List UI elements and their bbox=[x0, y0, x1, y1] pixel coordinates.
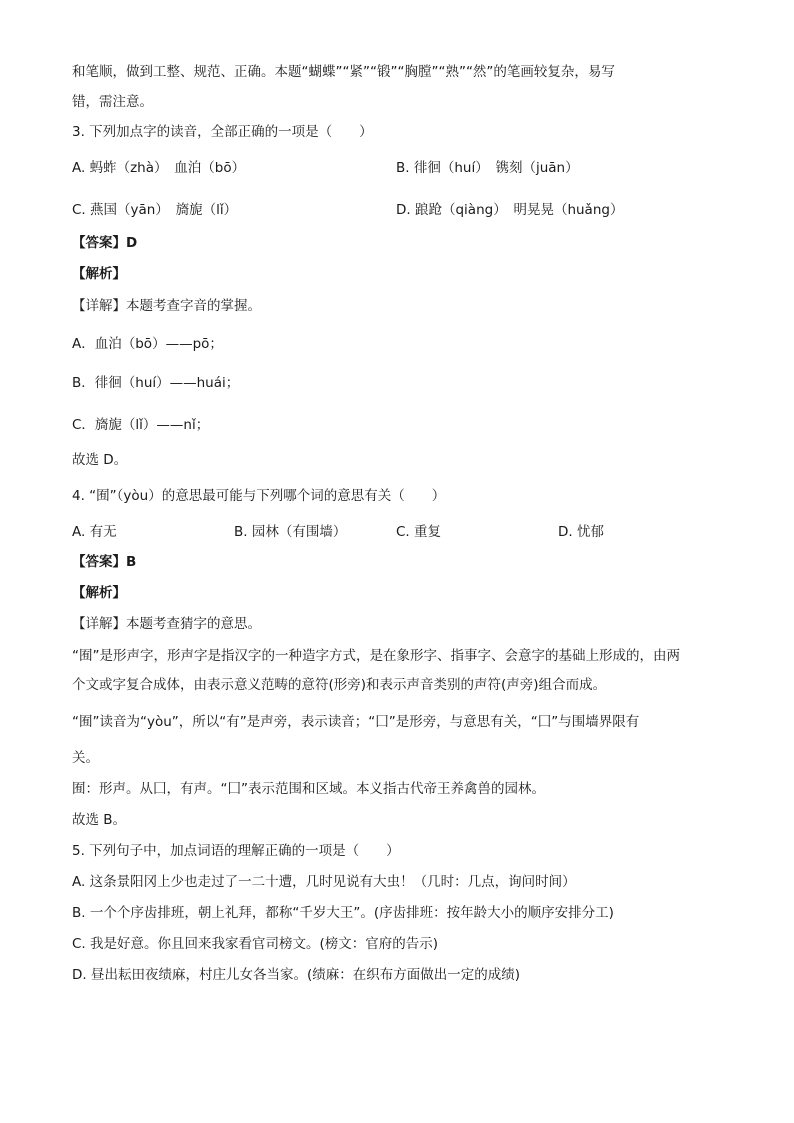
q4-option-b: B. 园林（有围墙） bbox=[234, 524, 347, 540]
q5-option-c: C. 我是好意。你且回来我家看官司榜文。(榜文：官府的告示) bbox=[72, 936, 439, 952]
q3-answer: 【答案】D bbox=[72, 235, 138, 251]
q4-analysis-heading: 【解析】 bbox=[72, 585, 126, 601]
q4-options-row bbox=[72, 520, 732, 552]
q5-option-b: B. 一个个序齿排班，朝上礼拜，都称“千岁大王”。(序齿排班：按年龄大小的顺序安排分工) bbox=[72, 905, 614, 921]
q3-conclusion: 故选 D。 bbox=[72, 452, 128, 468]
q5-option-a: A. 这条景阳冈上少也走过了一二十遭，几时见说有大虫！（几时：几点，询问时间） bbox=[72, 874, 576, 890]
q3-note-c: C．旖旎（lǐ）——nǐ； bbox=[72, 417, 210, 433]
q3-options-row-2 bbox=[72, 198, 732, 233]
q5-option-d: D. 昼出耘田夜绩麻，村庄儿女各当家。(绩麻：在织布方面做出一定的成绩) bbox=[72, 967, 521, 983]
q4-para3: 囿：形声。从囗，有声。“囗”表示范围和区域。本义指古代帝王养禽兽的园林。 bbox=[72, 781, 545, 797]
q4-conclusion: 故选 B。 bbox=[72, 812, 127, 828]
q4-option-a: A. 有无 bbox=[72, 524, 117, 540]
q4-para1-line2: 个文或字复合成体，由表示意义范畴的意符(形旁)和表示声音类别的声符(声旁)组合而成。 bbox=[72, 677, 607, 693]
q3-note-b: B．徘徊（huí）——huái； bbox=[72, 375, 240, 391]
q3-option-a: A. 蚂蚱（zhà） 血泊（bō） bbox=[72, 160, 246, 176]
q4-option-c: C. 重复 bbox=[396, 524, 442, 540]
q4-stem: 4. “囿”（yòu）的意思最可能与下列哪个词的意思有关（ ） bbox=[72, 488, 446, 504]
q4-para2-line1: “囿”读音为“yòu”，所以“有”是声旁，表示读音；“囗”是形旁，与意思有关，“囗”与围墙界限有 bbox=[72, 714, 640, 730]
q3-detail: 【详解】本题考查字音的掌握。 bbox=[72, 298, 261, 314]
q3-option-d: D. 踉跄（qiàng） 明晃晃（huǎng） bbox=[396, 202, 624, 218]
document-page bbox=[72, 62, 732, 996]
q4-para2-line2: 关。 bbox=[72, 750, 99, 766]
intro-line-2: 错，需注意。 bbox=[72, 94, 153, 110]
q3-stem: 3. 下列加点字的读音，全部正确的一项是（ ） bbox=[72, 124, 373, 140]
q3-options-row-1 bbox=[72, 156, 732, 198]
q5-stem: 5. 下列句子中，加点词语的理解正确的一项是（ ） bbox=[72, 843, 400, 859]
q4-para1-line1: “囿”是形声字，形声字是指汉字的一种造字方式，是在象形字、指事字、会意字的基础上形成的，由两 bbox=[72, 648, 680, 664]
q3-option-c: C. 燕国（yān） 旖旎（lǐ） bbox=[72, 202, 238, 218]
q3-option-b: B. 徘徊（huí） 镌刻（juān） bbox=[396, 160, 579, 176]
q4-detail: 【详解】本题考查猜字的意思。 bbox=[72, 616, 261, 632]
q3-note-a: A．血泊（bō）——pō； bbox=[72, 336, 223, 352]
q4-option-d: D. 忧郁 bbox=[558, 524, 604, 540]
q3-analysis-heading: 【解析】 bbox=[72, 266, 126, 282]
q4-answer: 【答案】B bbox=[72, 554, 137, 570]
intro-line-1: 和笔顺，做到工整、规范、正确。本题“蝴蝶”“紧”“锻”“胸膛”“熟”“然”的笔画较复杂，易写 bbox=[72, 64, 615, 80]
